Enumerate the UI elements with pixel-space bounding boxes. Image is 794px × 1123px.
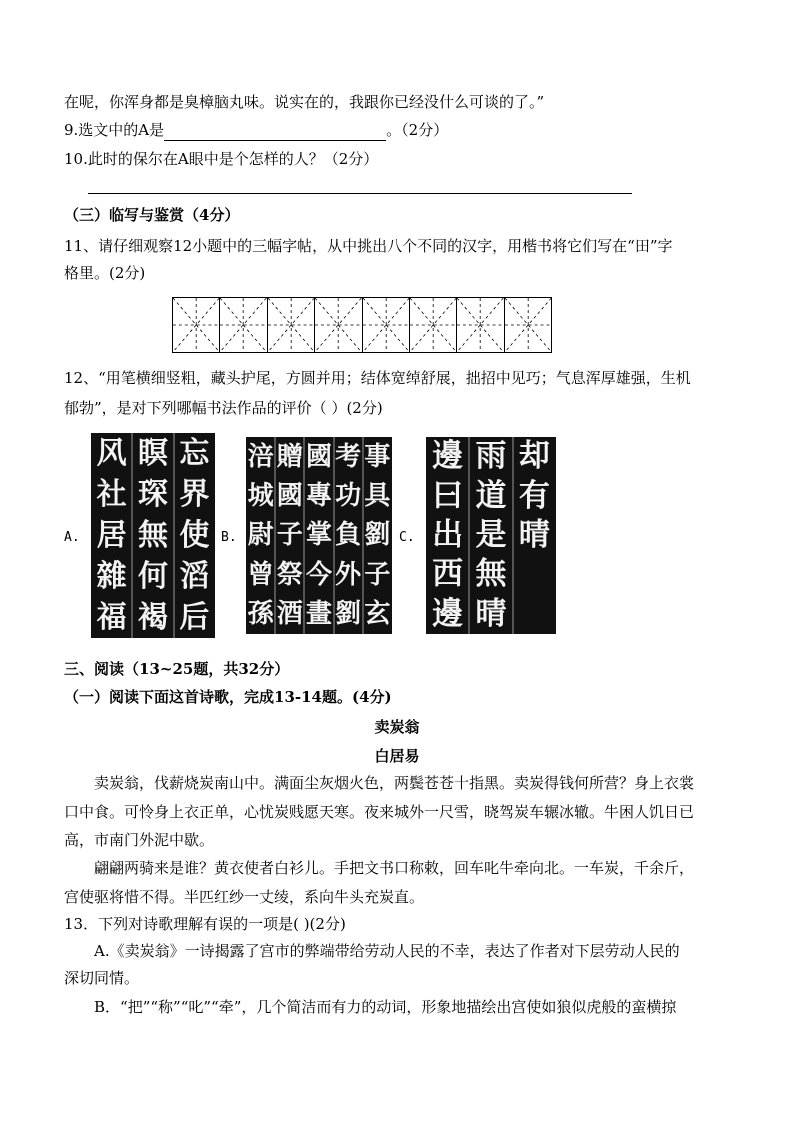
calligraphy-char: 瞑 [137,435,168,471]
question-11: 11、请仔细观察12小题中的三幅字帖，从中挑出八个不同的汉字，用楷书将它们写在“田”字 [64,237,673,255]
column-separator [512,437,514,634]
calligraphy-char: 邊 [432,438,464,475]
calligraphy-char: 曾 [247,559,274,590]
calligraphy-column [469,437,512,634]
column-separator [131,433,133,638]
calligraphy-char: 晴 [518,516,550,553]
calligraphy-column [174,433,215,638]
calligraphy-char: 涪 [247,441,274,472]
calligraphy-column [275,437,304,634]
option-b-text[interactable]: B．“把”“称”“叱”“牵”，几个简洁而有力的动词，形象地描绘出宫使如狼似虎般的蛮横掠 [94,998,677,1016]
calligraphy-column [132,433,173,638]
calligraphy-char: 子 [364,559,391,590]
calligraphy-char: 事 [364,441,391,472]
calligraphy-char: 考 [335,441,362,472]
grid-cell[interactable] [457,298,504,352]
calligraphy-char: 风 [96,435,127,471]
calligraphy-char: 負 [335,520,362,551]
poem-line: 口中食。可怜身上衣正单，心忧炭贱愿天寒。夜来城外一尺雪，晓驾炭车辗冰辙。牛困人饥日已 [64,803,695,821]
poem-title: 卖炭翁 [374,718,420,736]
question-9-score: 。（2分） [386,121,449,139]
calligraphy-char: 功 [335,481,362,512]
option-a-text-cont: 深切同情。 [64,969,140,987]
calligraphy-char: 雜 [96,558,127,594]
option-a-text[interactable]: A.《卖炭翁》一诗揭露了宫市的弊端带给劳动人民的不幸，表达了作者对下层劳动人民的 [94,942,680,960]
section-title: （三）临写与鉴赏（4分） [64,206,240,224]
calligraphy-char: 是 [475,516,507,553]
question-11-cont: 格里。(2分) [64,264,146,282]
calligraphy-char: 使 [179,517,210,553]
calligraphy-column [363,437,392,634]
text-line: 在呢，你浑身都是臭樟脑丸味。说实在的，我跟你已经没什么可谈的了。” [64,93,545,111]
poem-line: 卖炭翁，伐薪烧炭南山中。满面尘灰烟火色，两鬓苍苍十指黑。卖炭得钱何所营？身上衣裳 [94,774,695,792]
calligraphy-char: 道 [475,477,507,514]
calligraphy-char: 掌 [305,520,332,551]
calligraphy-column [91,433,132,638]
calligraphy-char: 琛 [137,476,168,512]
calligraphy-char: 無 [475,556,507,593]
calligraphy-column [513,437,556,555]
calligraphy-char: 子 [276,520,303,551]
grid-cell[interactable] [315,298,362,352]
grid-cell[interactable] [173,298,220,352]
tian-grid[interactable] [172,297,552,353]
question-10: 10.此时的保尔在A眼中是个怎样的人？（2分） [64,150,379,168]
calligraphy-char: 劉 [364,520,391,551]
calligraphy-char: 出 [432,516,464,553]
question-12-cont: 郁勃”，是对下列哪幅书法作品的评价（ ）(2分) [64,399,383,417]
calligraphy-char: 玄 [364,599,391,630]
calligraphy-char: 界 [179,476,210,512]
calligraphy-column [304,437,333,634]
poem-author: 白居易 [374,747,420,765]
calligraphy-char: 福 [96,599,127,635]
calligraphy-char: 孫 [247,599,274,630]
calligraphy-char: 祭 [276,559,303,590]
column-separator [303,437,305,634]
calligraphy-char: 國 [276,481,303,512]
calligraphy-char: 今 [305,559,332,590]
calligraphy-char: 尉 [247,520,274,551]
calligraphy-char: 西 [432,556,464,593]
calligraphy-char: 社 [96,476,127,512]
calligraphy-char: 酒 [276,599,303,630]
question-12: 12、“用笔横细竖粗，藏头护尾，方圆并用；结体宽绰舒展，拙招中见巧；气息浑厚雄强，生机 [64,369,691,387]
answer-blank[interactable] [164,124,386,141]
calligraphy-char: 褐 [137,599,168,635]
calligraphy-a-image[interactable] [91,433,215,638]
column-separator [173,433,175,638]
calligraphy-c-image[interactable] [426,437,556,634]
grid-cell[interactable] [410,298,457,352]
calligraphy-char: 專 [305,481,332,512]
column-separator [333,437,335,634]
calligraphy-char: 城 [247,481,274,512]
calligraphy-column [426,437,469,634]
option-a-label[interactable]: A. [64,530,80,545]
calligraphy-char: 后 [179,599,210,635]
calligraphy-char: 晴 [475,595,507,632]
calligraphy-char: 具 [364,481,391,512]
question-13: 13．下列对诗歌理解有误的一项是( )(2分) [64,915,346,933]
grid-cell[interactable] [220,298,267,352]
poem-line: 宫使驱将惜不得。半匹红纱一丈绫，系向牛头充炭直。 [64,888,425,906]
calligraphy-char: 國 [305,441,332,472]
option-b-label[interactable]: B. [221,530,237,545]
calligraphy-char: 雨 [475,438,507,475]
calligraphy-column [246,437,275,634]
column-separator [468,437,470,634]
calligraphy-char: 滔 [179,558,210,594]
calligraphy-char: 曰 [432,477,464,514]
calligraphy-char: 居 [96,517,127,553]
calligraphy-char: 邊 [432,595,464,632]
grid-cell[interactable] [363,298,410,352]
calligraphy-char: 却 [518,438,550,475]
question-9 [64,119,734,141]
calligraphy-char: 畫 [305,599,332,630]
calligraphy-column [334,437,363,634]
calligraphy-char: 何 [137,558,168,594]
calligraphy-char: 贈 [276,441,303,472]
poem-line: 高，市南门外泥中歇。 [64,831,215,849]
poem-line: 翩翩两骑来是谁？黄衣使者白衫儿。手把文书口称敕，回车叱牛牵向北。一车炭，千余斤， [94,859,695,877]
calligraphy-char: 忘 [179,435,210,471]
calligraphy-char: 劉 [335,599,362,630]
question-9-text: 9.选文中的A是 [64,121,165,139]
calligraphy-char: 無 [137,517,168,553]
answer-line[interactable] [88,193,632,194]
column-separator [362,437,364,634]
calligraphy-b-image[interactable] [246,437,392,634]
grid-cell[interactable] [268,298,315,352]
option-c-label[interactable]: C. [399,530,415,545]
calligraphy-char: 有 [518,477,550,514]
subsection-title: （一）阅读下面这首诗歌，完成13-14题。(4分) [64,688,392,706]
column-separator [274,437,276,634]
grid-cell[interactable] [505,298,551,352]
part-title: 三、阅读（13~25题，共32分） [64,660,290,678]
calligraphy-char: 外 [335,559,362,590]
